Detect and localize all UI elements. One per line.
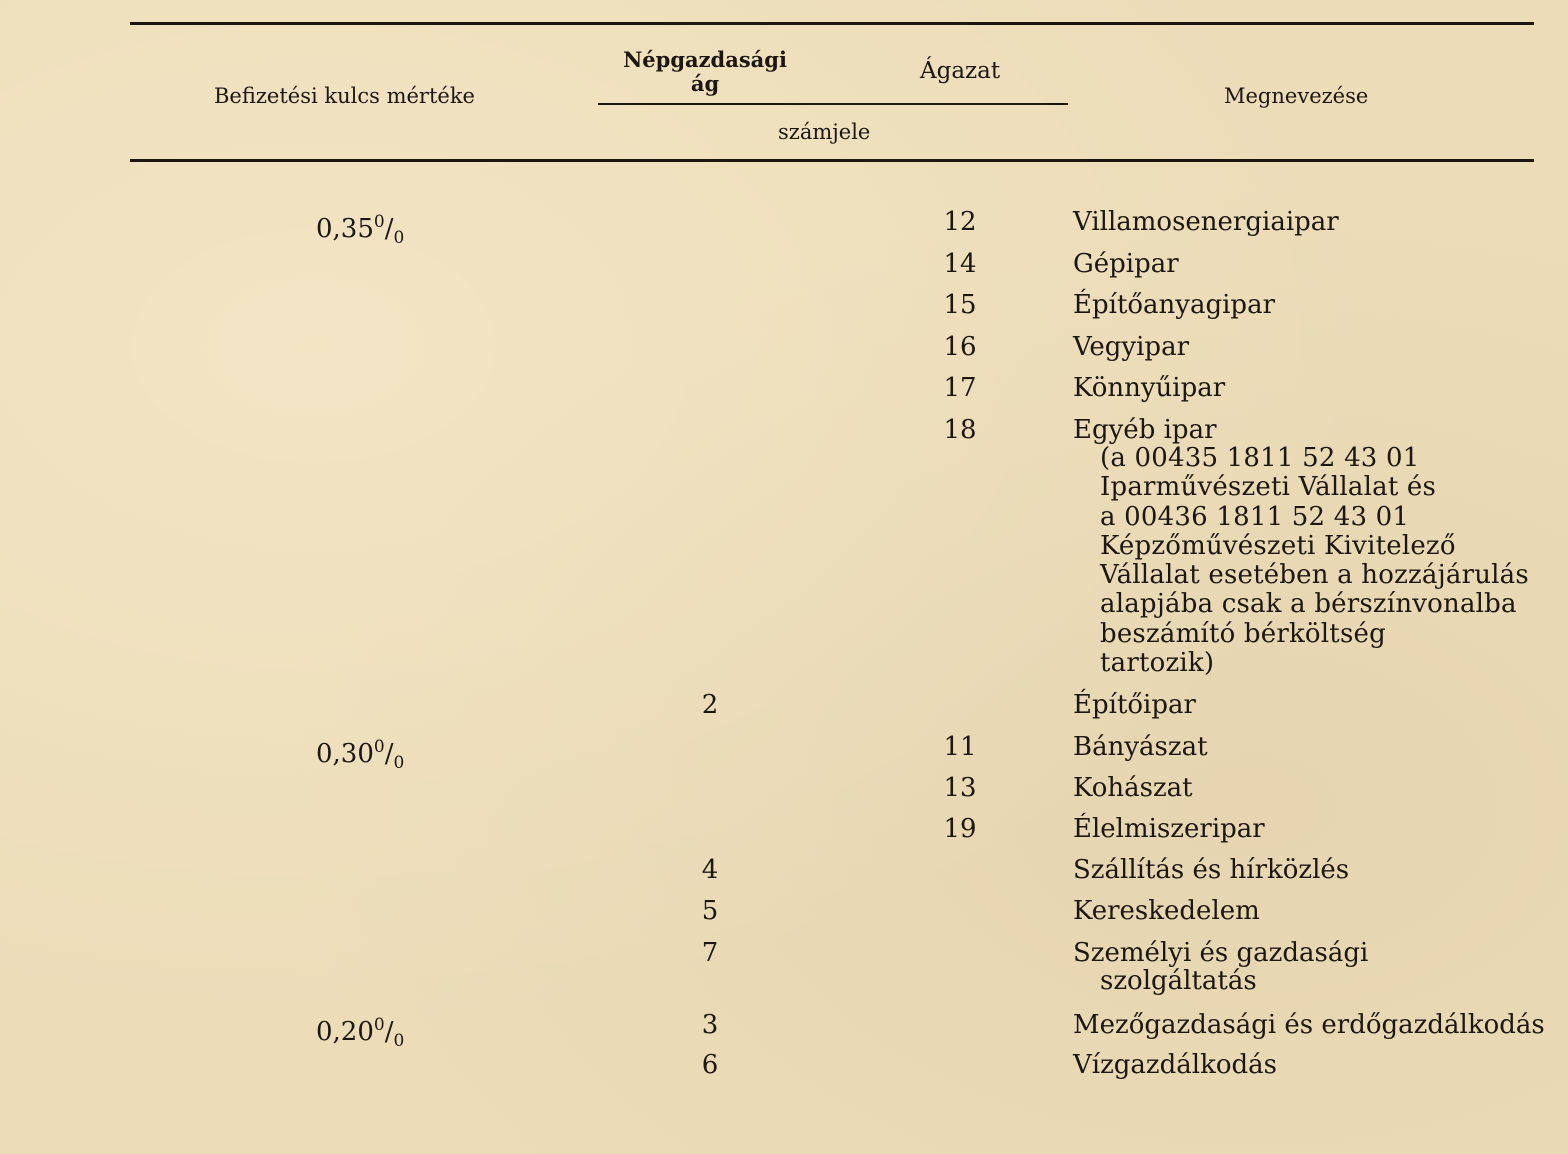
branch-code: 7 bbox=[701, 938, 719, 968]
note-line: alapjába csak a bérszínvonalba bbox=[1100, 589, 1517, 620]
rate-value: 0,35 bbox=[316, 214, 374, 244]
rate-percent-sub: 0 bbox=[393, 228, 405, 248]
sector-name: Építőanyagipar bbox=[1073, 290, 1276, 320]
egyeb-ipar-note bbox=[1100, 444, 1529, 678]
rate-030: $0,30^0/_0$ bbox=[316, 737, 405, 773]
sector-name: Könnyűipar bbox=[1073, 373, 1226, 403]
rate-percent-sup: 0 bbox=[373, 212, 385, 232]
sector-name: Gépipar bbox=[1073, 249, 1179, 279]
table-header-bottom-rule bbox=[130, 159, 1534, 162]
sector-name: Villamosenergiaipar bbox=[1073, 207, 1339, 237]
header-agazat: Ágazat bbox=[920, 58, 1001, 84]
note-line: Vállalat esetében a hozzájárulás bbox=[1100, 560, 1529, 591]
header-nepgazdasagi-line2: ág bbox=[690, 71, 720, 96]
sector-name: Egyéb ipar bbox=[1073, 415, 1217, 445]
sector-name: Élelmiszeripar bbox=[1073, 814, 1265, 844]
rate-percent-sub: 0 bbox=[393, 753, 405, 773]
sector-code: 17 bbox=[943, 373, 977, 403]
rate-value: 0,20 bbox=[316, 1017, 374, 1047]
sector-name: Építőipar bbox=[1073, 690, 1196, 720]
rate-percent-sub: 0 bbox=[393, 1031, 405, 1051]
sector-name: Mezőgazdasági és erdőgazdálkodás bbox=[1073, 1010, 1545, 1040]
branch-code: 5 bbox=[701, 896, 719, 926]
sector-code: 15 bbox=[943, 290, 977, 320]
rate-value: 0,30 bbox=[316, 739, 374, 769]
table-top-rule bbox=[130, 22, 1534, 25]
sector-name: Kereskedelem bbox=[1073, 896, 1260, 926]
rate-035: $0,35^0/_0$ bbox=[316, 212, 405, 248]
sector-code: 13 bbox=[943, 773, 977, 803]
note-line: (a 00435 1811 52 43 01 bbox=[1100, 443, 1420, 473]
sector-code: 19 bbox=[943, 814, 977, 844]
sector-name: Vegyipar bbox=[1073, 332, 1189, 362]
header-befizetesi-kulcs: Befizetési kulcs mértéke bbox=[214, 84, 475, 108]
sector-name: Bányászat bbox=[1073, 732, 1208, 762]
sector-name: Kohászat bbox=[1073, 773, 1193, 803]
branch-code: 6 bbox=[701, 1050, 719, 1080]
note-line: tartozik) bbox=[1100, 648, 1215, 679]
header-nepgazdasagi-ag bbox=[600, 48, 810, 96]
sector-name: Vízgazdálkodás bbox=[1073, 1050, 1277, 1080]
sector-code: 18 bbox=[943, 415, 977, 445]
sector-code: 11 bbox=[943, 732, 977, 762]
sector-name: Személyi és gazdasági bbox=[1073, 938, 1369, 968]
header-sub-rule bbox=[598, 103, 1068, 105]
rate-020: $0,20^0/_0$ bbox=[316, 1015, 405, 1051]
header-nepgazdasagi-line1: Népgazdasági bbox=[623, 47, 787, 72]
note-line: a 00436 1811 52 43 01 bbox=[1100, 501, 1410, 532]
note-line: Iparművészeti Vállalat és bbox=[1100, 472, 1437, 503]
branch-code: 2 bbox=[701, 690, 719, 720]
sector-code: 16 bbox=[943, 332, 977, 362]
branch-code: 4 bbox=[701, 855, 719, 885]
sector-name-continuation: szolgáltatás bbox=[1100, 966, 1257, 996]
note-line: beszámító bérköltség bbox=[1100, 618, 1386, 649]
note-line: Képzőművészeti Kivitelező bbox=[1100, 530, 1456, 561]
branch-code: 3 bbox=[701, 1010, 719, 1040]
sector-name: Szállítás és hírközlés bbox=[1073, 855, 1350, 885]
header-megnevezese: Megnevezése bbox=[1224, 84, 1369, 108]
header-szamjele: számjele bbox=[778, 120, 871, 144]
sector-code: 12 bbox=[943, 207, 977, 237]
sector-code: 14 bbox=[943, 249, 977, 279]
rate-percent-sup: 0 bbox=[373, 1015, 385, 1035]
rate-percent-sup: 0 bbox=[373, 737, 385, 757]
